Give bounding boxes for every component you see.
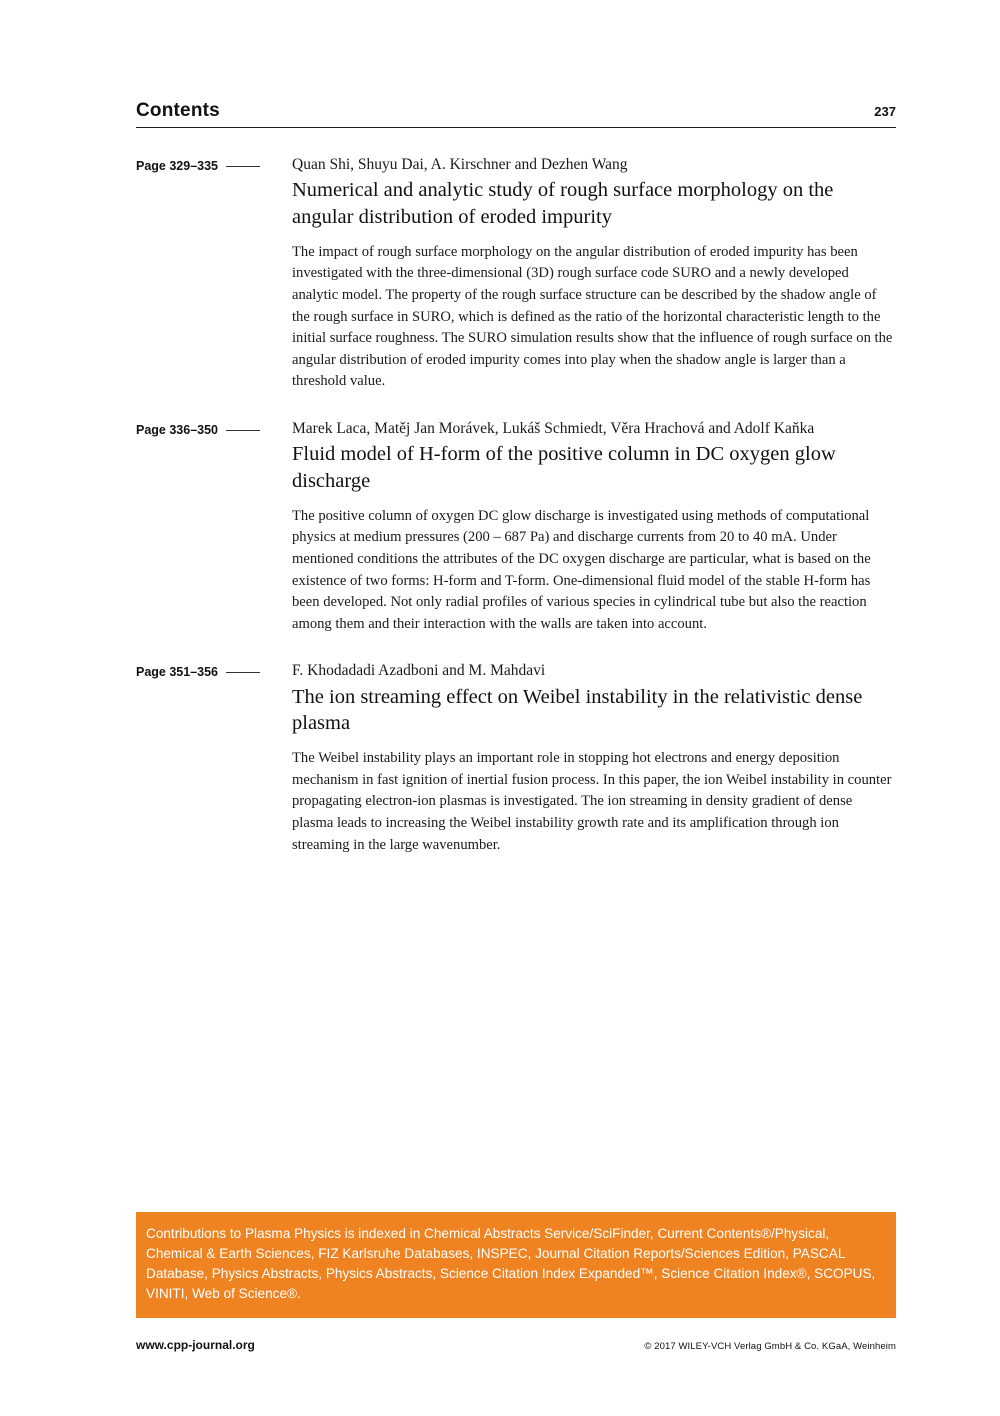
header-row [136, 100, 896, 122]
entry-page-range: Page 336–350 [136, 423, 219, 437]
contents-entry [136, 419, 896, 635]
page-title: Contents [136, 100, 220, 121]
entry-page-range-wrap [136, 419, 288, 635]
entry-authors: Quan Shi, Shuyu Dai, A. Kirschner and Dezhen Wang [292, 156, 628, 173]
entry-title: Fluid model of H-form of the positive column in DC oxygen glow discharge [292, 443, 836, 492]
contents-entry [136, 155, 896, 393]
entry-authors: F. Khodadadi Azadboni and M. Mahdavi [292, 662, 546, 680]
entry-body [288, 419, 896, 635]
entry-page-range: Page 351–356 [136, 665, 219, 680]
page-range-rule [226, 430, 260, 431]
entry-page-range-wrap [136, 155, 288, 393]
journal-website[interactable]: www.cpp-journal.org [136, 1338, 255, 1352]
indexing-notice: Contributions to Plasma Physics is indexed in Chemical Abstracts Service/SciFinder, Current Contents®/Physical, Chemical & Earth Sciences, FIZ Karlsruhe Databases, INSPEC, Journal Citation Reports/Sciences Edition, PASCAL Database, Physics Abstracts, Physics Abstracts, Science Citation Index Expanded™, Science Citation Index®, SCOPUS, VINITI, Web of Science®. [136, 1212, 896, 1318]
entry-title: The ion streaming effect on Weibel instability in the relativistic dense plasma [292, 685, 863, 735]
page-range-rule [226, 166, 260, 167]
page-header [136, 100, 896, 128]
entry-body [288, 155, 896, 393]
entry-authors: Marek Laca, Matěj Jan Morávek, Lukáš Schmiedt, Věra Hrachová and Adolf Kaňka [292, 420, 815, 437]
entry-abstract: The impact of rough surface morphology on the angular distribution of eroded impurity has been investigated with the three-dimensional (3D) rough surface code SURO and a newly developed analytic model. The property of the rough surface structure can be described by the shadow angle of the rough surface in SURO, which is defined as the ratio of the horizontal characteristic length to the initial surface roughness. The SURO simulation results show that the influence of rough surface on the angular distribution of eroded impurity comes into play when the shadow angle is larger than a threshold value. [292, 243, 893, 390]
contents-entry-list [136, 155, 896, 882]
page-number: 237 [874, 104, 896, 119]
page-range-rule [226, 672, 260, 673]
entry-page-range: Page 329–335 [136, 159, 219, 173]
header-divider [136, 127, 896, 128]
entry-abstract: The Weibel instability plays an important role in stopping hot electrons and energy deposition mechanism in fast ignition of inertial fusion process. In this paper, the ion Weibel instability in counter propagating electron-ion plasmas is investigated. The ion streaming in density gradient of dense plasma leads to increasing the Weibel instability growth rate and its amplification through ion streaming in the large wavenumber. [292, 750, 892, 853]
entry-abstract: The positive column of oxygen DC glow discharge is investigated using methods of computational physics at medium pressures (200 – 687 Pa) and discharge currents from 20 to 40 mA. Under mentioned conditions the attributes of the DC oxygen discharge are particular, what is based on the existence of two forms: H-form and T-form. One-dimensional fluid model of the stable H-form has been developed. Not only radial profiles of various species in cylindrical tube but also the reaction among them and their interaction with the walls are taken into account. [292, 507, 871, 632]
entry-title: Numerical and analytic study of rough surface morphology on the angular distribution of eroded impurity [292, 179, 834, 228]
entry-body [288, 661, 896, 856]
page-footer [136, 1338, 896, 1352]
contents-entry [136, 661, 896, 856]
copyright-notice: © 2017 WILEY-VCH Verlag GmbH & Co. KGaA, Weinheim [644, 1341, 896, 1352]
entry-page-range-wrap [136, 661, 288, 856]
